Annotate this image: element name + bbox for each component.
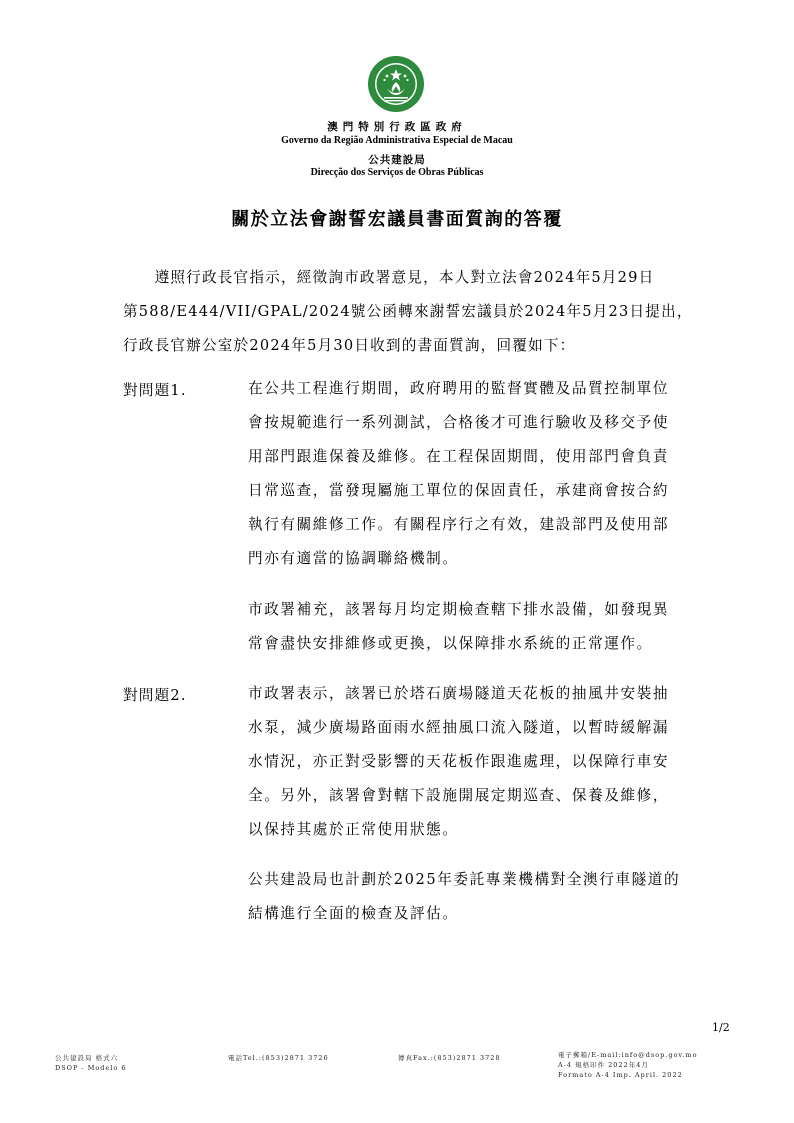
text-line: 水情況，亦正對受影響的天花板作跟進處理，以保障行車安: [248, 753, 670, 770]
footer-form-code: [55, 1053, 126, 1073]
intro-line: 遵照行政長官指示，經徵詢市政署意見，本人對立法會2024年5月29日: [123, 269, 655, 286]
text-line: 日常巡查，當發現屬施工單位的保固責任，承建商會按合約: [248, 482, 670, 499]
text-line: 執行有關維修工作。有關程序行之有效，建設部門及使用部: [248, 516, 670, 533]
text-line: 以保持其處於正常使用狀態。: [248, 821, 459, 838]
footer-line: A-4 規格印件 2022年4月: [558, 1061, 649, 1069]
intro-line: 第588/E444/VII/GPAL/2024號公函轉來謝誓宏議員於2024年5月23日提出，: [123, 303, 693, 320]
department-name-zh: 公共建設局: [368, 154, 426, 166]
footer-line: Formato A-4 Imp. April. 2022: [558, 1071, 683, 1079]
answer-1-paragraph-1: [248, 372, 748, 576]
text-line: 水泵，減少廣場路面雨水經抽風口流入隧道，以暫時緩解漏: [248, 719, 670, 736]
answer-label-1: 對問題1.: [123, 382, 187, 399]
footer-line: 公共建設局 格式六: [55, 1054, 119, 1062]
footer-line: 電子郵箱/E-mail:info@dsop.gov.mo: [558, 1051, 698, 1059]
answer-label-2: 對問題2.: [123, 687, 187, 704]
text-line: 結構進行全面的檢查及評估。: [248, 905, 459, 922]
text-line: 常會盡快安排維修或更換，以保障排水系統的正常運作。: [248, 635, 653, 652]
text-line: 市政署補充，該署每月均定期檢查轄下排水設備，如發現異: [248, 601, 670, 618]
footer-contact-info: [558, 1050, 697, 1080]
footer-fax: 傳真Fax.:(853)2871 3728: [398, 1054, 501, 1062]
footer-telephone: 電話Tel.:(853)2871 3726: [228, 1054, 329, 1062]
government-name-zh: 澳門特別行政區政府: [327, 121, 467, 133]
government-name-pt: Governo da Região Administrativa Especial de Macau: [281, 135, 513, 146]
page-number: 1/2: [712, 1021, 730, 1034]
answer-2-paragraph-2: [248, 863, 748, 931]
text-line: 用部門跟進保養及維修。在工程保固期間，使用部門會負責: [248, 448, 670, 465]
text-line: 會按規範進行一系列測試，合格後才可進行驗收及移交予使: [248, 414, 670, 431]
text-line: 全。另外，該署會對轄下設施開展定期巡查、保養及維修，: [248, 787, 670, 804]
document-title: 關於立法會謝誓宏議員書面質詢的答覆: [231, 209, 563, 230]
intro-line: 行政長官辦公室於2024年5月30日收到的書面質詢，回覆如下：: [123, 337, 576, 354]
text-line: 公共建設局也計劃於2025年委託專業機構對全澳行車隧道的: [248, 871, 681, 888]
text-line: 門亦有適當的協調聯絡機制。: [248, 550, 459, 567]
text-line: 在公共工程進行期間，政府聘用的監督實體及品質控制單位: [248, 380, 670, 397]
footer-line: DSOP - Modelo 6: [55, 1064, 127, 1072]
macau-emblem-icon: [367, 55, 425, 113]
text-line: 市政署表示，該署已於塔石廣場隧道天花板的抽風井安裝抽: [248, 685, 670, 702]
department-name-pt: Direcção dos Serviços de Obras Públicas: [310, 167, 484, 178]
answer-2-paragraph-1: [248, 677, 748, 847]
intro-paragraph: [123, 261, 743, 363]
answer-1-paragraph-2: [248, 593, 748, 661]
